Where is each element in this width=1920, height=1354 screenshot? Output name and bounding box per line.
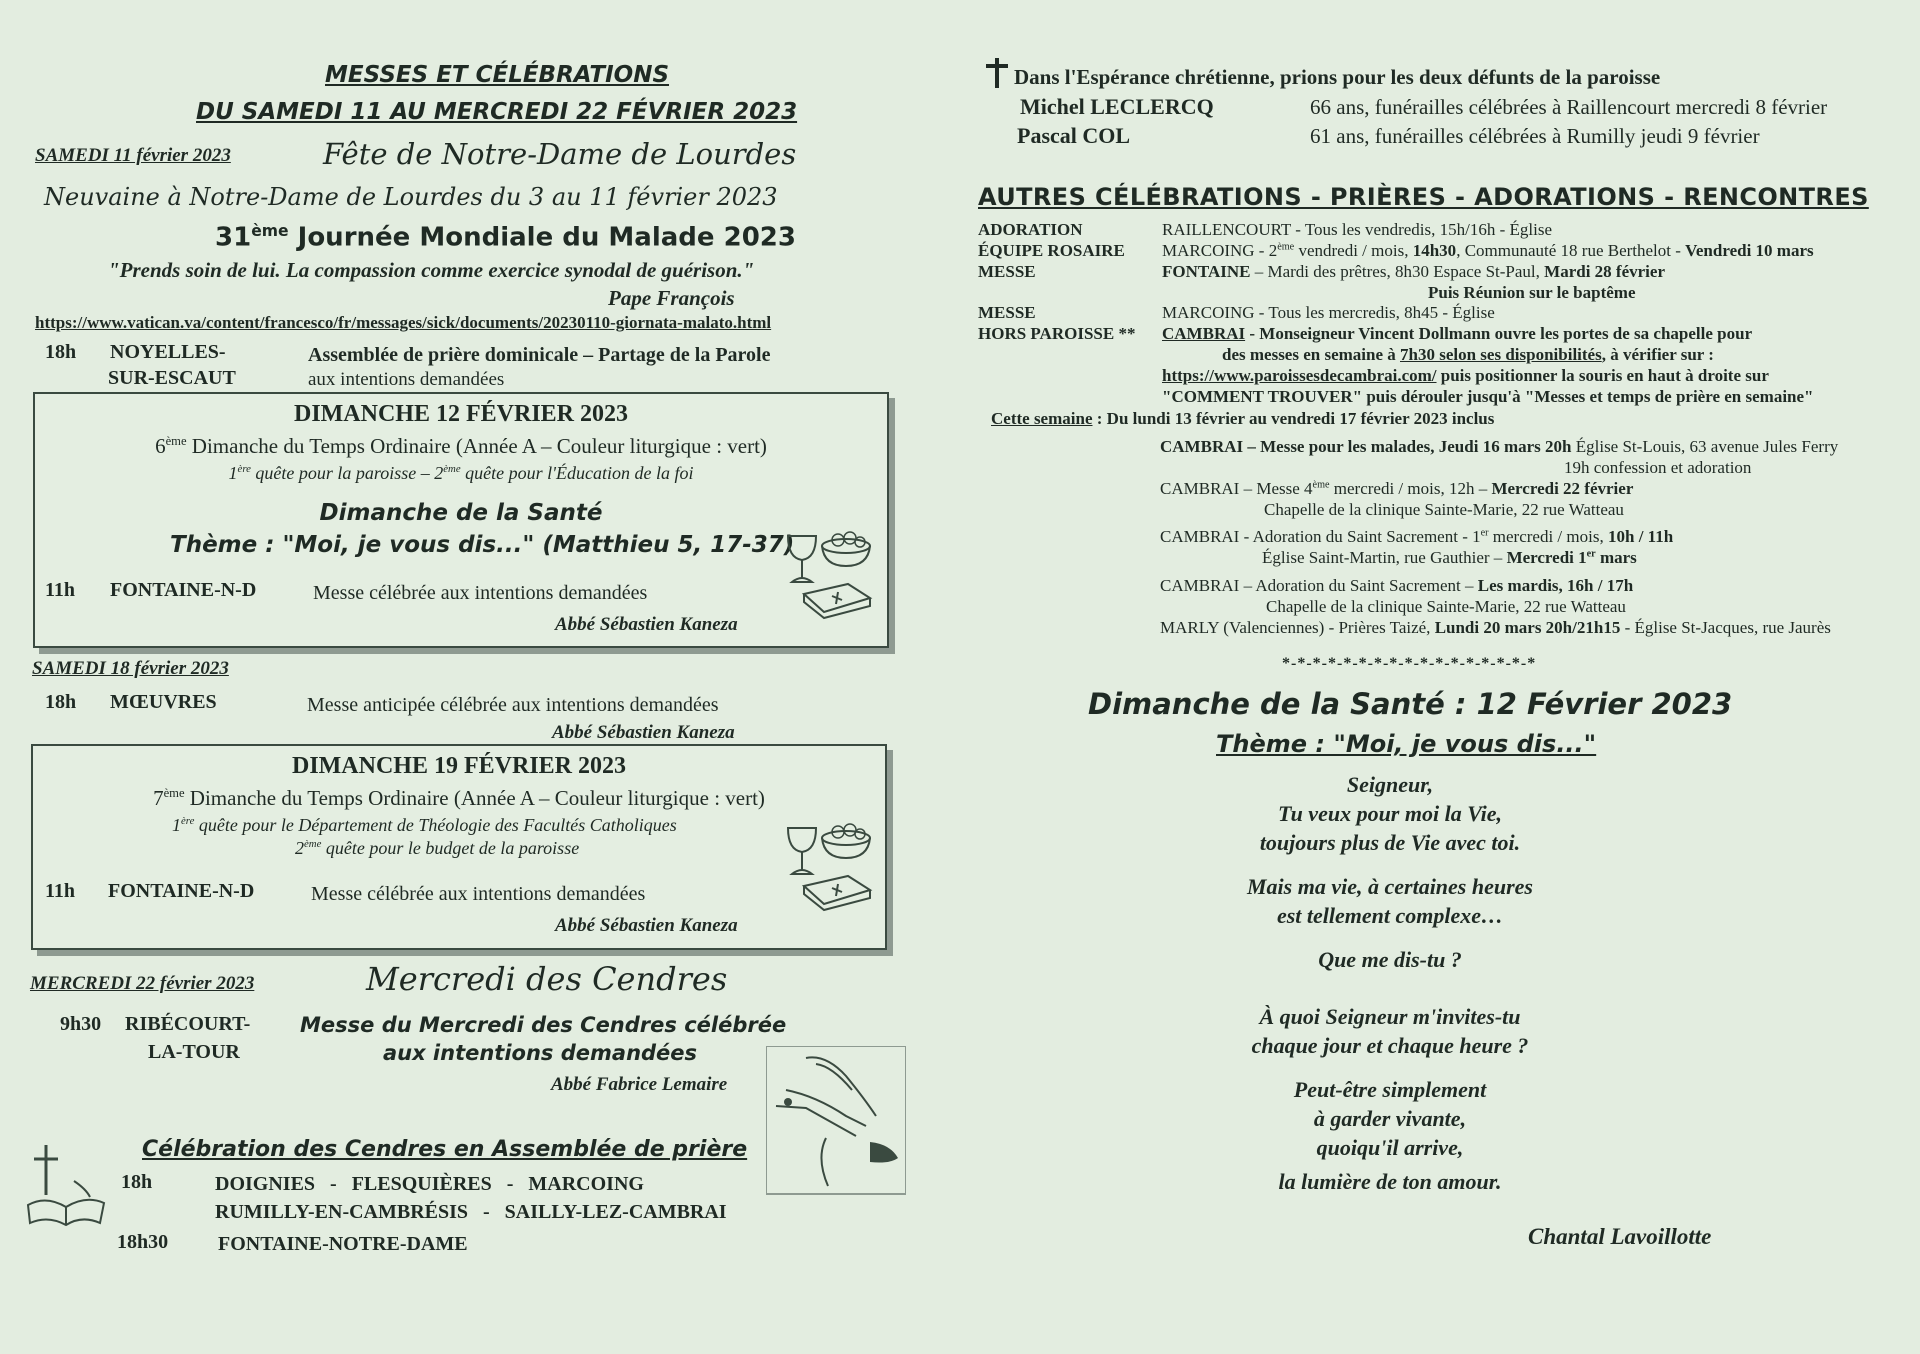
- wed22-desc-1: Messe du Mercredi des Cendres célébrée: [300, 1013, 787, 1037]
- poem-line-11: quoiqu'il arrive,: [1316, 1135, 1464, 1160]
- rosaire-a: MARCOING - 2: [1162, 241, 1278, 260]
- sun12-time: 11h: [45, 579, 76, 601]
- sun19-sup: ème: [163, 786, 185, 800]
- semaine-label: Cette semaine: [991, 409, 1093, 428]
- c4a: CAMBRAI – Adoration du Saint Sacrement –: [1160, 576, 1478, 595]
- poem-line-4: Mais ma vie, à certaines heures: [1247, 874, 1533, 899]
- c1b: Jeudi 16 mars 20h: [1438, 437, 1572, 456]
- poem-title: Dimanche de la Santé : 12 Février 2023: [1088, 687, 1733, 721]
- sun19-quete1-text: quête pour le Département de Théologie des Facultés Catholiques: [194, 815, 677, 835]
- poem-line-9: Peut-être simplement: [1293, 1077, 1487, 1102]
- sat18-time: 18h: [45, 691, 77, 713]
- c3b: mercredi / mois,: [1488, 527, 1608, 546]
- c5c: - Église St-Jacques, rue Jaurès: [1620, 618, 1831, 637]
- sat18-priest: Abbé Sébastien Kaneza: [552, 722, 735, 743]
- sun12-quete-a-sup: ère: [237, 463, 251, 475]
- hors-e: , à vérifier sur :: [1601, 345, 1714, 364]
- wed22-time: 9h30: [60, 1013, 102, 1035]
- rosaire-sup: ème: [1277, 241, 1295, 253]
- cambrai-2b: Chapelle de la clinique Sainte-Marie, 22 rue Watteau: [1264, 500, 1624, 519]
- sun12-line-text: Dimanche du Temps Ordinaire (Année A – Couleur liturgique : vert): [186, 434, 767, 458]
- poem-line-3: toujours plus de Vie avec toi.: [1259, 830, 1521, 855]
- rosaire-e: Vendredi 10 mars: [1685, 241, 1814, 260]
- c1a: CAMBRAI – Messe pour les malades,: [1160, 437, 1439, 456]
- c3d: Église Saint-Martin, rue Gauthier –: [1262, 548, 1507, 567]
- sun19-line: [31, 786, 887, 811]
- text-messe-reunion: Puis Réunion sur le baptême: [1428, 283, 1636, 302]
- stars-divider: *-*-*-*-*-*-*-*-*-*-*-*-*-*-*-*-*: [1282, 655, 1537, 672]
- wed22-place-2: LA-TOUR: [148, 1041, 240, 1063]
- defunt-1-name: Michel LECLERCQ: [1020, 94, 1214, 119]
- chalice-bible-icon: [784, 528, 874, 620]
- poem-line-12: la lumière de ton amour.: [1278, 1169, 1502, 1194]
- chalice-bible-icon-2: [784, 820, 874, 912]
- label-messe-2: MESSE: [978, 303, 1036, 322]
- c3a: CAMBRAI - Adoration du Saint Sacrement - 1: [1160, 527, 1481, 546]
- c4b: Les mardis, 16h / 17h: [1477, 576, 1634, 595]
- poem-line-2: Tu veux pour moi la Vie,: [1277, 801, 1503, 826]
- feast-cendres: Mercredi des Cendres: [366, 960, 728, 998]
- title-line-1: MESSES ET CÉLÉBRATIONS: [325, 62, 670, 88]
- sat11-desc-1: Assemblée de prière dominicale – Partage de la Parole: [308, 344, 771, 366]
- sat11-place-2: SUR-ESCAUT: [108, 367, 236, 389]
- sat18-desc: Messe anticipée célébrée aux intentions demandées: [307, 694, 719, 716]
- text-hors-1: [1162, 324, 1752, 344]
- cambrai-4b: Chapelle de la clinique Sainte-Marie, 22 rue Watteau: [1266, 597, 1626, 616]
- semaine-text: : Du lundi 13 février au vendredi 17 février 2023 inclus: [1092, 409, 1495, 428]
- sun19-quete-1: [172, 815, 677, 836]
- poem-author: Chantal Lavoillotte: [1528, 1224, 1712, 1249]
- sun12-quete-a-num: 1: [228, 463, 238, 483]
- sun19-quete2-sup: ème: [304, 838, 322, 850]
- journee-num: 31: [215, 222, 252, 253]
- c2c: Mercredi 22 février: [1491, 479, 1634, 498]
- journee-malade: [215, 222, 796, 253]
- sun19-time: 11h: [45, 880, 76, 902]
- poem-theme: Thème : "Moi, je vous dis...": [1216, 730, 1597, 758]
- cambrai-1: [1160, 437, 1838, 457]
- cambrai-4: [1160, 576, 1633, 596]
- sun12-priest: Abbé Sébastien Kaneza: [555, 614, 738, 635]
- label-messe: MESSE: [978, 262, 1036, 281]
- wed22-desc-2: aux intentions demandées: [382, 1041, 698, 1065]
- text-hors-3: [1162, 366, 1769, 386]
- cendres-time-1: 18h: [121, 1171, 153, 1193]
- rosaire-c: 14h30: [1412, 241, 1457, 260]
- poem-line-5: est tellement complexe…: [1276, 903, 1504, 928]
- cendres-places-1a: DOIGNIES - FLESQUIÈRES - MARCOING: [215, 1173, 644, 1195]
- sun19-quete1-sup: ère: [181, 815, 195, 827]
- date-wed-22: MERCREDI 22 février 2023: [30, 973, 255, 994]
- sat11-time: 18h: [45, 341, 77, 363]
- sun19-quete1-num: 1: [172, 815, 181, 835]
- messe-a: FONTAINE: [1162, 262, 1251, 281]
- sun12-num: 6: [155, 434, 166, 458]
- title-line-2: DU SAMEDI 11 AU MERCREDI 22 FÉVRIER 2023: [196, 99, 798, 125]
- defunt-2-name: Pascal COL: [1017, 123, 1131, 148]
- poem-line-10: à garder vivante,: [1313, 1106, 1467, 1131]
- sun12-quetes: [33, 463, 889, 484]
- cendres-title: Célébration des Cendres en Assemblée de prière: [142, 1137, 748, 1162]
- poem-line-6: Que me dis-tu ?: [1318, 947, 1462, 972]
- cambrai-3b: [1262, 548, 1637, 568]
- text-rosaire: [1162, 241, 1814, 261]
- sun12-line: [33, 434, 889, 459]
- pope-name: Pape François: [608, 286, 735, 310]
- sun12-sup: ème: [165, 434, 187, 448]
- c2b: mercredi / mois, 12h –: [1329, 479, 1492, 498]
- semaine-row: [991, 409, 1494, 429]
- hors-c: des messes en semaine à: [1222, 345, 1401, 364]
- c3f: mars: [1595, 548, 1637, 567]
- cross-icon: [983, 56, 1011, 90]
- sat11-desc-2: aux intentions demandées: [308, 369, 505, 390]
- vatican-link[interactable]: https://www.vatican.va/content/francesco/fr/messages/sick/documents/20230110-giornata-malato.html: [35, 313, 772, 332]
- poem-line-7: À quoi Seigneur m'invites-tu: [1259, 1004, 1521, 1029]
- diocese-link[interactable]: https://www.paroissesdecambrai.com/: [1162, 366, 1437, 385]
- c2a: CAMBRAI – Messe 4: [1160, 479, 1313, 498]
- label-adoration: ADORATION: [978, 220, 1083, 239]
- autres-title: AUTRES CÉLÉBRATIONS - PRIÈRES - ADORATIONS - RENCONTRES: [978, 183, 1869, 211]
- date-sat-18: SAMEDI 18 février 2023: [32, 658, 229, 679]
- sun19-quete2-text: quête pour le budget de la paroisse: [321, 838, 580, 858]
- cendres-places-1b: RUMILLY-EN-CAMBRÉSIS - SAILLY-LEZ-CAMBRAI: [215, 1201, 727, 1223]
- cambrai-2: [1160, 479, 1633, 499]
- sun19-line-text: Dimanche du Temps Ordinaire (Année A – Couleur liturgique : vert): [184, 786, 765, 810]
- novena-line: Neuvaine à Notre-Dame de Lourdes du 3 au 11 février 2023: [44, 183, 778, 211]
- sun19-num: 7: [153, 786, 164, 810]
- sun12-theme: Thème : "Moi, je vous dis..." (Matthieu 5, 17-37): [170, 532, 795, 558]
- ashes-hand-icon: [766, 1046, 906, 1196]
- cendres-time-2: 18h30: [117, 1231, 169, 1253]
- defunts-intro: Dans l'Espérance chrétienne, prions pour les deux défunts de la paroisse: [1014, 65, 1661, 89]
- c3e: Mercredi 1: [1506, 548, 1587, 567]
- sun19-title: DIMANCHE 19 FÉVRIER 2023: [291, 753, 626, 779]
- messe-c: Mardi 28 février: [1544, 262, 1665, 281]
- sun12-sante: Dimanche de la Santé: [319, 500, 603, 526]
- c3sup: er: [1480, 527, 1489, 539]
- label-hors-paroisse: HORS PAROISSE **: [978, 324, 1136, 343]
- sun19-desc: Messe célébrée aux intentions demandées: [311, 883, 646, 905]
- sun19-place: FONTAINE-N-D: [108, 880, 255, 902]
- hors-d: 7h30 selon ses disponibilités: [1400, 345, 1602, 364]
- rosaire-b: vendredi / mois,: [1294, 241, 1413, 260]
- text-hors-2: [1222, 345, 1714, 365]
- poem-line-1: Seigneur,: [1346, 772, 1434, 797]
- sun19-quete-2: [295, 838, 579, 859]
- c5a: MARLY (Valenciennes) - Prières Taizé,: [1160, 618, 1435, 637]
- text-hors-4: "COMMENT TROUVER" puis dérouler jusqu'à "Messes et temps de prière en semaine": [1162, 387, 1814, 406]
- sun19-quete2-num: 2: [295, 838, 304, 858]
- wed22-priest: Abbé Fabrice Lemaire: [551, 1074, 728, 1095]
- date-sat-11: SAMEDI 11 février 2023: [35, 145, 231, 166]
- sat11-place-1: NOYELLES-: [110, 341, 226, 363]
- journee-sup: ème: [251, 222, 289, 240]
- sun19-priest: Abbé Sébastien Kaneza: [555, 915, 738, 936]
- pope-quote: "Prends soin de lui. La compassion comme exercice synodal de guérison.": [108, 258, 755, 282]
- wed22-place-1: RIBÉCOURT-: [125, 1013, 251, 1035]
- hors-f: puis positionner la souris en haut à droite sur: [1436, 366, 1769, 385]
- c3c: 10h / 11h: [1607, 527, 1674, 546]
- c1c: Église St-Louis, 63 avenue Jules Ferry: [1571, 437, 1839, 456]
- sun12-quete-b-sup: ème: [443, 463, 461, 475]
- text-messe-2: MARCOING - Tous les mercredis, 8h45 - Église: [1162, 303, 1495, 322]
- rosaire-d: , Communauté 18 rue Berthelot -: [1456, 241, 1686, 260]
- c3esup: er: [1586, 548, 1596, 560]
- journee-text: Journée Mondiale du Malade 2023: [288, 222, 796, 253]
- cendres-place-2: FONTAINE-NOTRE-DAME: [218, 1233, 468, 1255]
- sun12-title: DIMANCHE 12 FÉVRIER 2023: [293, 401, 628, 427]
- cambrai-1b: 19h confession et adoration: [1564, 458, 1752, 477]
- hors-b: - Monseigneur Vincent Dollmann ouvre les portes de sa chapelle pour: [1245, 324, 1753, 343]
- defunt-2-details: 61 ans, funérailles célébrées à Rumilly jeudi 9 février: [1310, 124, 1760, 148]
- sun12-place: FONTAINE-N-D: [110, 579, 257, 601]
- text-messe: [1162, 262, 1665, 282]
- cross-bible-icon: [26, 1145, 106, 1227]
- poem-line-8: chaque jour et chaque heure ?: [1251, 1033, 1529, 1058]
- feast-lourdes: Fête de Notre-Dame de Lourdes: [323, 137, 797, 171]
- sun12-quete-b: quête pour l'Éducation de la foi: [460, 463, 694, 483]
- sat18-place: MŒUVRES: [110, 691, 217, 713]
- label-rosaire: ÉQUIPE ROSAIRE: [978, 241, 1125, 260]
- hors-a: CAMBRAI: [1162, 324, 1246, 343]
- marly-row: [1160, 618, 1831, 638]
- sun12-desc: Messe célébrée aux intentions demandées: [313, 582, 648, 604]
- cambrai-3: [1160, 527, 1673, 547]
- defunt-1-details: 66 ans, funérailles célébrées à Raillencourt mercredi 8 février: [1310, 95, 1828, 119]
- c5b: Lundi 20 mars 20h/21h15: [1434, 618, 1621, 637]
- c2sup: ème: [1312, 479, 1330, 491]
- sun12-quete-a: quête pour la paroisse – 2: [250, 463, 444, 483]
- text-adoration: RAILLENCOURT - Tous les vendredis, 15h/16h - Église: [1162, 220, 1553, 239]
- messe-b: – Mardi des prêtres, 8h30 Espace St-Paul,: [1250, 262, 1545, 281]
